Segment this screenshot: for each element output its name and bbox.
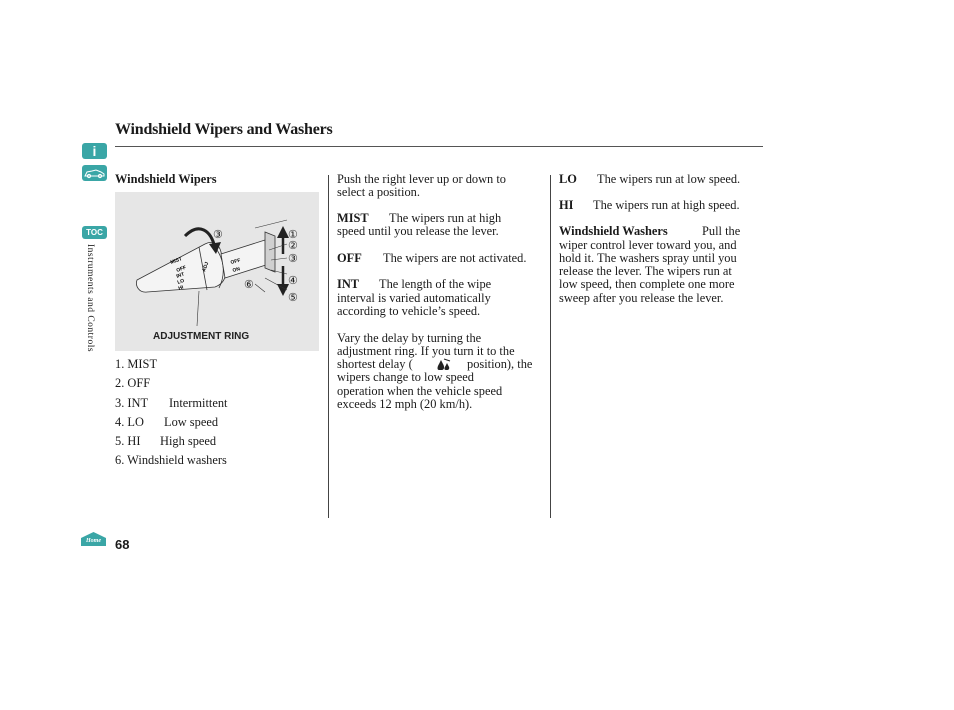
svg-text:HI: HI <box>177 284 185 292</box>
svg-text:OFF: OFF <box>175 264 188 274</box>
list-item: 2. OFF <box>115 376 151 390</box>
column-divider-1 <box>328 175 329 518</box>
washers-line-6: sweep after you release the lever. <box>559 291 724 305</box>
page-title: Windshield Wipers and Washers <box>115 121 333 138</box>
list-item-desc: Low speed <box>164 415 219 429</box>
lo-text: The wipers run at low speed. <box>597 172 741 186</box>
lo-term: LO <box>559 172 577 186</box>
callout-1: ① <box>288 229 298 241</box>
washers-line-2: wiper control lever toward you, and <box>559 238 737 252</box>
washers-line-3: hold it. The washers spray until you <box>559 251 737 265</box>
section-side-label: Instruments and Controls <box>85 244 95 353</box>
vary-line-3a: shortest delay ( <box>337 357 413 371</box>
callout-5: ⑤ <box>288 292 298 304</box>
int-term: INT <box>337 277 360 291</box>
vary-line-1: Vary the delay by turning the <box>337 331 482 345</box>
list-item: 1. MIST <box>115 357 158 371</box>
svg-text:LO: LO <box>176 277 186 286</box>
wiper-lever-figure <box>115 192 319 351</box>
svg-text:MIST: MIST <box>169 256 183 266</box>
home-label: Home <box>86 538 101 544</box>
car-icon <box>82 165 107 181</box>
wipers-heading: Windshield Wipers <box>115 172 217 186</box>
int-line-3: according to vehicle’s speed. <box>337 304 481 318</box>
int-line-1: The length of the wipe <box>379 277 492 291</box>
washers-line-4: release the lever. The wipers run at <box>559 264 732 278</box>
toc-button[interactable]: TOC <box>82 226 107 239</box>
mist-line-2: speed until you release the lever. <box>337 224 499 238</box>
int-line-2: interval is varied automatically <box>337 291 491 305</box>
off-term: OFF <box>337 251 362 265</box>
vary-line-3b: position), the <box>467 357 533 371</box>
home-button[interactable] <box>80 531 107 547</box>
wiper-lever-illustration <box>115 192 319 351</box>
washers-term: Windshield Washers <box>559 224 668 238</box>
list-item: 4. LO <box>115 415 144 429</box>
svg-text:INT: INT <box>175 271 186 280</box>
callout-3-ring: ③ <box>213 229 223 241</box>
list-item: 5. HI <box>115 434 141 448</box>
mist-line-1: The wipers run at high <box>389 211 502 225</box>
info-icon: i <box>92 143 97 159</box>
callout-4: ④ <box>288 275 298 287</box>
intro-line-1: Push the right lever up or down to <box>337 172 506 186</box>
mist-term: MIST <box>337 211 369 225</box>
hi-text: The wipers run at high speed. <box>593 198 740 212</box>
info-button[interactable] <box>82 143 107 159</box>
figure-caption: ADJUSTMENT RING <box>153 331 250 342</box>
callout-6: ⑥ <box>244 279 254 291</box>
title-rule <box>115 146 763 147</box>
washers-line-1: Pull the <box>702 224 741 238</box>
vary-line-5: operation when the vehicle speed <box>337 384 503 398</box>
svg-text:OFF: OFF <box>229 257 242 266</box>
callout-2: ② <box>288 240 298 252</box>
callout-3: ③ <box>288 253 298 265</box>
list-item: 3. INT <box>115 396 149 410</box>
hi-term: HI <box>559 198 574 212</box>
page-number: 68 <box>115 537 130 552</box>
vary-line-2: adjustment ring. If you turn it to the <box>337 344 515 358</box>
list-item: 6. Windshield washers <box>115 453 227 467</box>
svg-text:ADJ: ADJ <box>201 261 211 273</box>
svg-text:ON: ON <box>231 266 241 274</box>
intro-line-2: select a position. <box>337 185 420 199</box>
vary-line-4: wipers change to low speed <box>337 370 474 384</box>
list-item-desc: High speed <box>160 434 217 448</box>
off-line-1: The wipers are not activated. <box>383 251 527 265</box>
list-item-desc: Intermittent <box>169 396 228 410</box>
vary-line-6: exceeds 12 mph (20 km/h). <box>337 397 473 411</box>
vehicle-index-button[interactable] <box>82 165 107 181</box>
column-divider-2 <box>550 175 551 518</box>
washers-line-5: low speed, then complete one more <box>559 277 735 291</box>
